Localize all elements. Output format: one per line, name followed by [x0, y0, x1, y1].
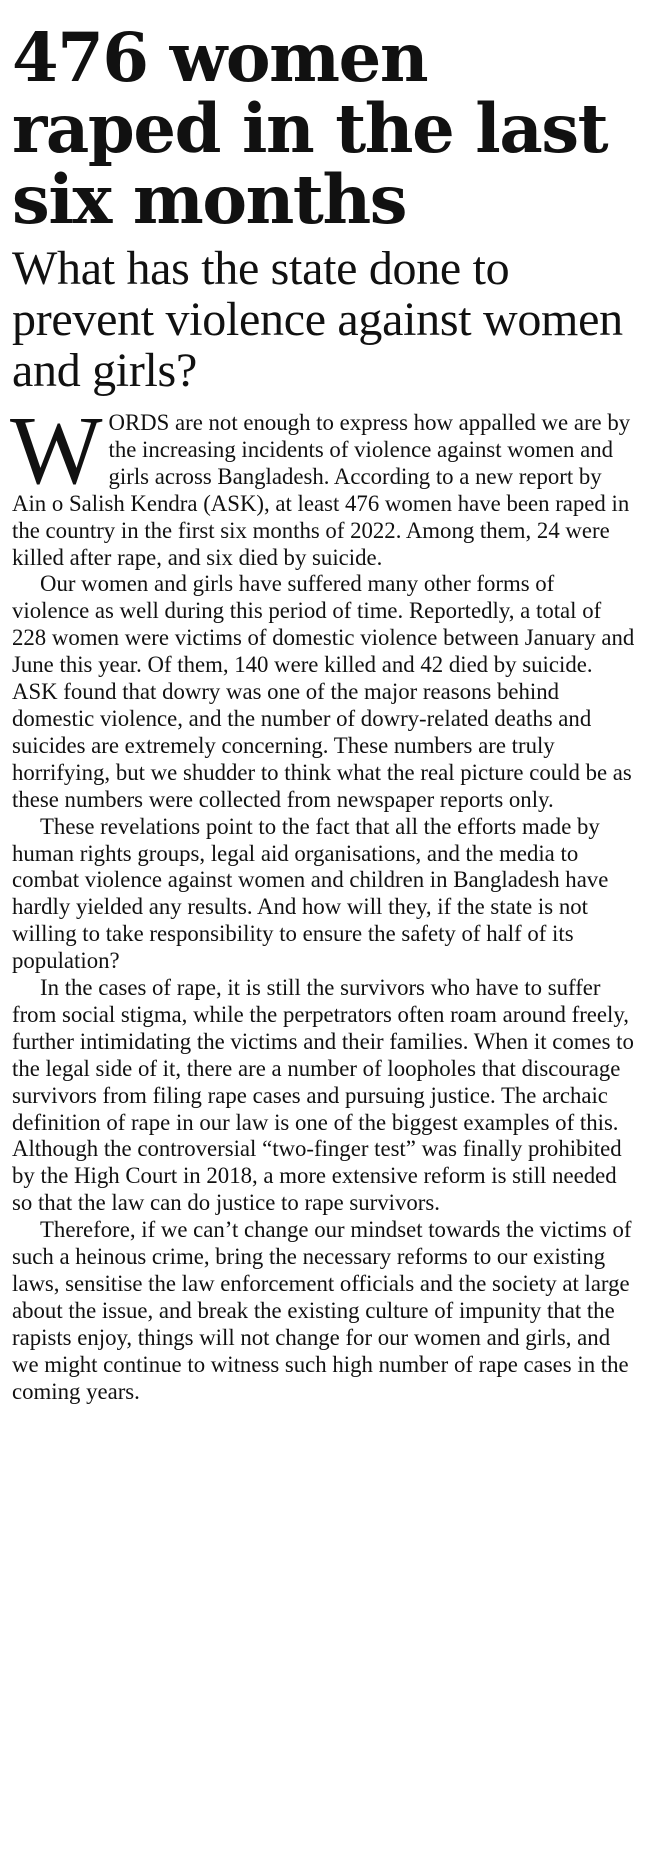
paragraph-1 — [10, 397, 637, 571]
article-body — [10, 397, 637, 1406]
paragraph-3: These revelations point to the fact that all the efforts made by human rights groups, legal aid organisations, and the media to combat violence against women and children in Bangladesh have hardly yielded any results. And how will they, if the state is not willing to take responsibility to ensure the safety of half of its population? — [12, 813, 609, 974]
paragraph-1-text: ORDS are not enough to express how appalled we are by the increasing incidents of violence against women and girls across Bangladesh. According to a new report by Ain o Salish Kendra (ASK), at least 476 women have been raped in the country in the first six months of 2022. Among them, 24 were killed after rape, and six died by suicide. — [12, 410, 631, 570]
drop-cap: W — [10, 397, 103, 505]
subheadline: What has the state done to prevent violence against women and girls? — [12, 242, 623, 397]
headline: 476 women raped in the last six months — [12, 18, 608, 239]
paragraph-5: Therefore, if we can’t change our mindset towards the victims of such a heinous crime, bring the necessary reforms to our existing laws, sensitise the law enforcement officials and the society at large about the issue, and break the existing culture of impunity that the rapists enjoy, things will not change for our women and girls, and we might continue to witness such high number of rape cases in the coming years. — [12, 1217, 632, 1404]
paragraph-2: Our women and girls have suffered many other forms of violence as well during this period of time. Reportedly, a total of 228 women were victims of domestic violence between January and June this year. Of them, 140 were killed and 42 died by suicide. ASK found that dowry was one of the major reasons behind domestic violence, and the number of dowry-related deaths and suicides are extremely concerning. These numbers are truly horrifying, but we shudder to think what the real picture could be as these numbers were collected from newspaper reports only. — [12, 571, 635, 812]
paragraph-4: In the cases of rape, it is still the survivors who have to suffer from social stigma, while the perpetrators often roam around freely, further intimidating the victims and their families. When it comes to the legal side of it, there are a number of loopholes that discourage survivors from filing rape cases and pursuing justice. The archaic definition of rape in our law is one of the biggest examples of this. Although the controversial “two-finger test” was finally prohibited by the High Court in 2018, a more extensive reform is still needed so that the law can do justice to rape survivors. — [12, 975, 634, 1216]
